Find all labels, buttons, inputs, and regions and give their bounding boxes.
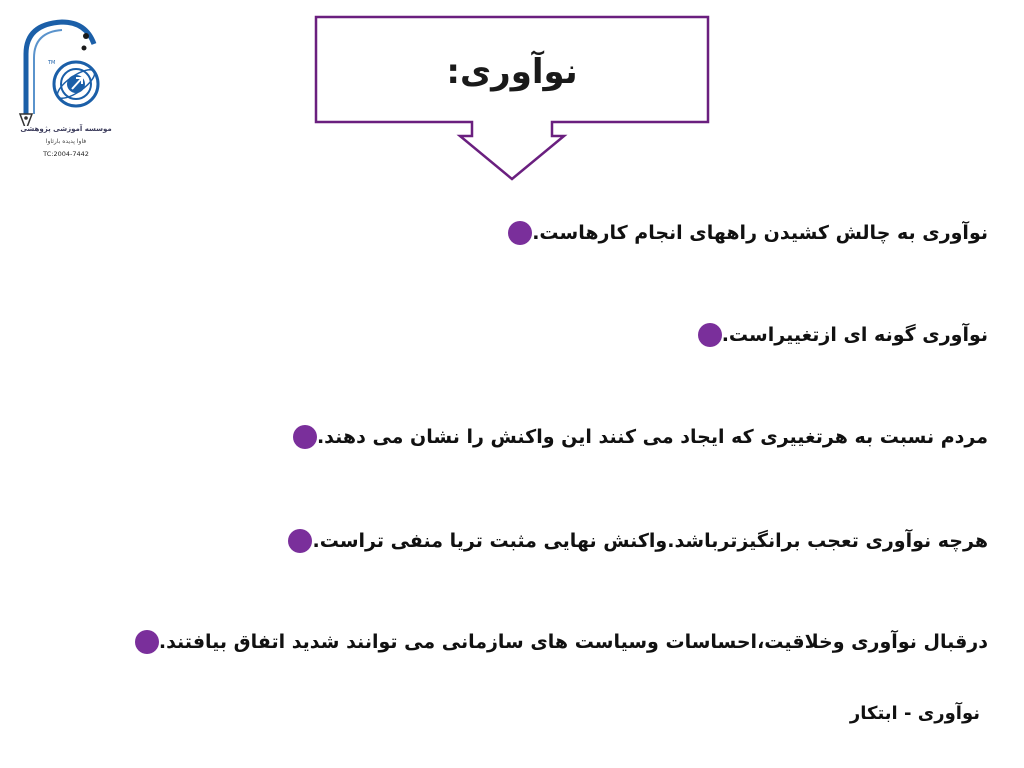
logo-subtitle-text: فاوا پدیده بارثاوا	[45, 138, 87, 145]
bullet-item	[688, 323, 988, 347]
circle-bullet-icon	[508, 221, 532, 245]
bullet-text: مردم نسبت به هرتغییری که ایجاد می کنند این واکنش را نشان می دهند.	[316, 426, 988, 448]
circle-bullet-icon	[698, 323, 722, 347]
bullet-item	[125, 630, 988, 654]
bullet-item	[283, 425, 988, 449]
bullet-text: درقبال نوآوری وخلاقیت،احساسات وسیاست های سازمانی می توانند شدید اتفاق بیافتند.	[158, 631, 988, 653]
slide-title: نوآوری:	[446, 52, 578, 92]
circle-bullet-icon	[135, 630, 159, 654]
bullet-item	[278, 529, 988, 553]
footer-note: نوآوری - ابتکار	[849, 703, 980, 724]
bullet-text: هرچه نوآوری تعجب برانگیزترباشد.واکنش نهایی مثبت تریا منفی تراست.	[312, 530, 988, 552]
bullet-item	[498, 221, 988, 245]
circle-bullet-icon	[288, 529, 312, 553]
logo-code-text: TC:2004-7442	[43, 150, 89, 158]
svg-text:TM: TM	[48, 60, 56, 66]
logo-name-text: موسسه آموزشی پژوهشی	[20, 125, 112, 133]
bullet-text: نوآوری گونه ای ازتغییراست.	[721, 324, 988, 346]
circle-bullet-icon	[293, 425, 317, 449]
bullet-text: نوآوری به چالش کشیدن راههای انجام کارهاست.	[532, 222, 988, 244]
